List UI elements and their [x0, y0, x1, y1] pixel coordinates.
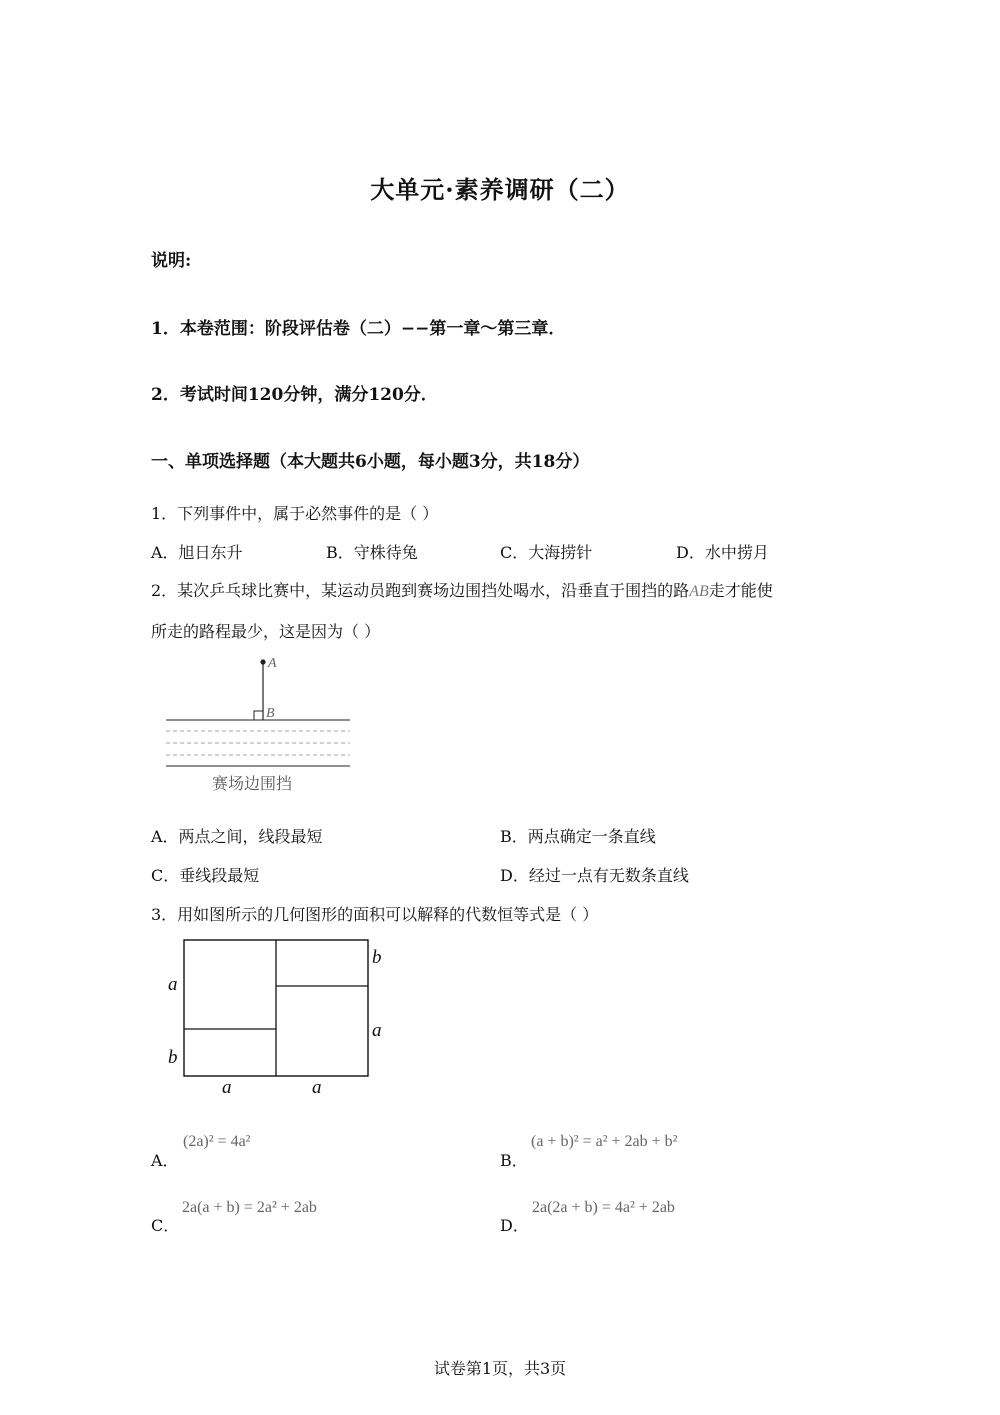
q1-stem: 1．下列事件中，属于必然事件的是（ ）: [151, 504, 439, 523]
label-left-bottom: b: [168, 1047, 178, 1068]
figure-label-a: A: [268, 656, 277, 671]
q2-stem-before: 2．某次乒乓球比赛中，某运动员跑到赛场边围挡处喝水，沿垂直于围挡的路: [151, 581, 690, 600]
label-bottom-right: a: [312, 1077, 322, 1098]
notes-line-1: 1．本卷范围：阶段评估卷（二）−−第一章～第三章．: [151, 319, 566, 339]
point-a: [260, 659, 265, 664]
q3-figure: [160, 930, 400, 1100]
q2-stem-after: 走才能使: [708, 581, 773, 600]
figure-caption: 赛场边围挡: [211, 776, 293, 793]
section-heading: 一、单项选择题（本大题共6小题，每小题3分，共18分）: [151, 452, 590, 472]
page-title: 大单元·素养调研（二）: [370, 175, 630, 204]
q2-option-c: C．垂线段最短: [151, 866, 260, 885]
q3-option-b-formula: (a + b)² = a² + 2ab + b²: [531, 1133, 678, 1150]
q3-option-b-label: B．: [500, 1151, 528, 1170]
q2-option-b: B．两点确定一条直线: [500, 827, 656, 846]
q1-option-c: C．大海捞针: [500, 543, 593, 562]
q1-option-a: A．旭日东升: [151, 543, 243, 562]
label-left-top: a: [168, 974, 178, 995]
q3-option-a-formula: (2a)² = 4a²: [183, 1133, 251, 1150]
label-right-top: b: [372, 947, 382, 968]
q2-stem-math: AB: [689, 583, 709, 600]
notes-line-2: 2．考试时间120分钟，满分120分．: [151, 385, 438, 405]
q2-stem-line2: 所走的路程最少，这是因为（ ）: [151, 622, 381, 641]
q2-option-a: A．两点之间，线段最短: [151, 827, 323, 846]
q3-option-a-label: A．: [151, 1151, 179, 1170]
q2-figure: [160, 650, 360, 800]
page-footer: 试卷第1页，共3页: [433, 1359, 567, 1378]
q3-stem: 3．用如图所示的几何图形的面积可以解释的代数恒等式是（ ）: [151, 905, 599, 924]
q1-option-d: D．水中捞月: [676, 543, 769, 562]
notes-heading: 说明:: [151, 251, 192, 271]
right-angle-mark: [254, 711, 263, 720]
label-bottom-left: a: [222, 1077, 232, 1098]
q3-option-c-formula: 2a(a + b) = 2a² + 2ab: [182, 1199, 317, 1216]
q3-option-d-label: D．: [500, 1216, 529, 1235]
q1-option-b: B．守株待兔: [326, 543, 418, 562]
label-right-bottom: a: [372, 1020, 382, 1041]
q2-stem: [151, 578, 773, 601]
q3-option-d-formula: 2a(2a + b) = 4a² + 2ab: [532, 1199, 675, 1216]
q2-option-d: D．经过一点有无数条直线: [500, 866, 689, 885]
q3-option-c-label: C．: [151, 1216, 180, 1235]
figure-label-b: B: [266, 706, 275, 721]
